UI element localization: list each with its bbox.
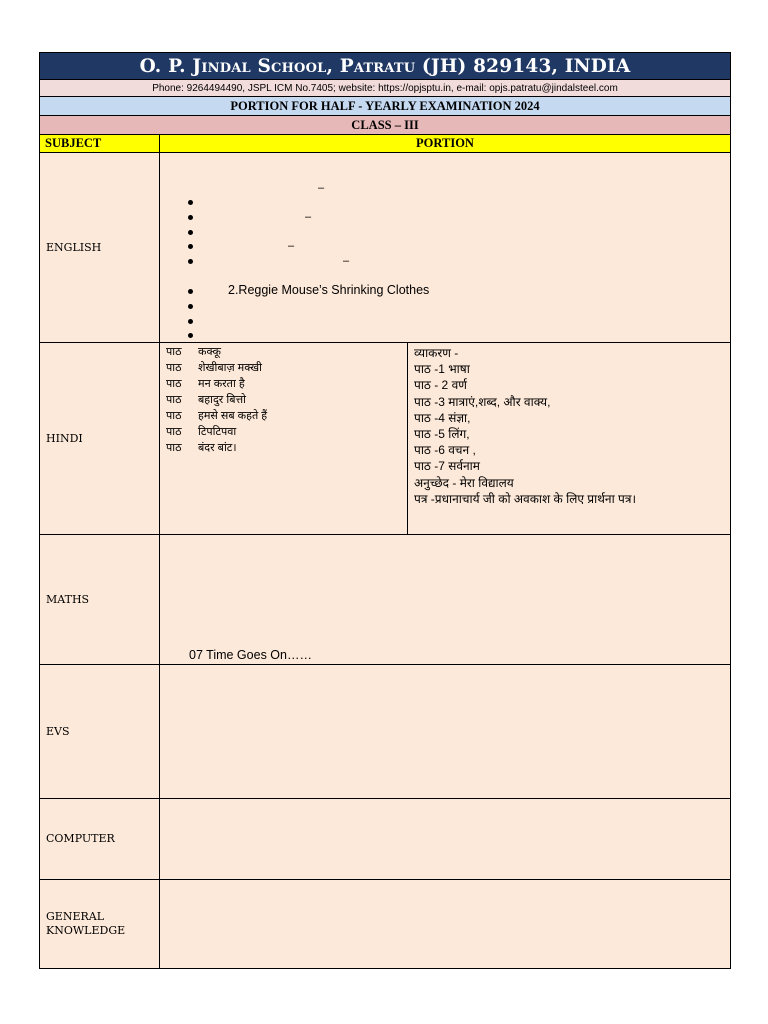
contact-line: Phone: 9264494490, JSPL ICM No.7405; website: https://opjsptu.in, e-mail: opjs.patratu@jindalsteel.com bbox=[40, 80, 730, 97]
portion-cell bbox=[160, 535, 730, 664]
subject-label: ENGLISH bbox=[40, 153, 160, 342]
list-item: पाठ बंदर बांट। bbox=[166, 442, 237, 454]
subject-label: HINDI bbox=[40, 343, 160, 534]
list-item: पाठ -3 मात्राएं,शब्द, और वाक्य, bbox=[414, 394, 551, 409]
subject-label: COMPUTER bbox=[40, 799, 160, 879]
subject-column-header: SUBJECT bbox=[40, 135, 160, 152]
class-title: CLASS – III bbox=[40, 116, 730, 135]
subject-row-english bbox=[40, 153, 730, 343]
portion-cell bbox=[160, 880, 730, 968]
dash-mark: – bbox=[343, 255, 350, 267]
list-item: पाठ -4 संज्ञा, bbox=[414, 410, 471, 425]
subject-label: GENERAL KNOWLEDGE bbox=[40, 880, 160, 968]
list-item: पाठ मन करता है bbox=[166, 378, 245, 390]
subject-label: EVS bbox=[40, 665, 160, 798]
dash-mark: – bbox=[305, 211, 312, 223]
subject-row-evs bbox=[40, 665, 730, 799]
portion-title: PORTION FOR HALF - YEARLY EXAMINATION 2024 bbox=[40, 97, 730, 116]
list-item: पाठ - 2 वर्ण bbox=[414, 378, 467, 393]
subject-row-general-knowledge bbox=[40, 880, 730, 968]
list-item: पत्र -प्रधानाचार्य जी को अवकाश के लिए प्रार्थना पत्र। bbox=[414, 491, 636, 506]
list-item: पाठ -6 वचन , bbox=[414, 443, 476, 458]
portion-cell bbox=[160, 799, 730, 879]
portion-cell bbox=[160, 343, 730, 534]
list-item: पाठ हमसे सब कहते हैं bbox=[166, 410, 268, 422]
portion-column-header: PORTION bbox=[416, 136, 474, 150]
list-item: पाठ शेखीबाज़ मक्खी bbox=[166, 362, 263, 374]
dash-mark: – bbox=[288, 240, 295, 252]
subject-label: MATHS bbox=[40, 535, 160, 664]
list-item: व्याकरण - bbox=[414, 346, 459, 360]
list-item: पाठ -7 सर्वनाम bbox=[414, 459, 480, 474]
list-item: पाठ -1 भाषा bbox=[414, 362, 470, 377]
hindi-grammar bbox=[414, 345, 636, 507]
table-header bbox=[40, 135, 730, 153]
list-item: पाठ -5 लिंग, bbox=[414, 426, 470, 441]
list-item: पाठ टिपटिपवा bbox=[166, 426, 237, 438]
dash-mark: – bbox=[318, 182, 325, 194]
portion-cell bbox=[160, 153, 730, 342]
english-chapter-reggie: 2.Reggie Mouse’s Shrinking Clothes bbox=[228, 283, 430, 297]
subject-row-computer bbox=[40, 799, 730, 880]
hindi-lessons bbox=[160, 343, 408, 534]
list-item: पाठ कक्कू bbox=[166, 346, 221, 358]
list-item: पाठ बहादुर बित्तो bbox=[166, 394, 246, 406]
portion-sheet bbox=[39, 52, 731, 969]
subject-row-hindi bbox=[40, 343, 730, 535]
subject-row-maths bbox=[40, 535, 730, 665]
school-title: O. P. Jindal School, Patratu (JH) 829143, INDIA bbox=[40, 53, 730, 80]
maths-chapter-time: 07 Time Goes On…… bbox=[189, 648, 312, 662]
list-item: अनुच्छेद - मेरा विद्यालय bbox=[414, 475, 514, 490]
portion-cell bbox=[160, 665, 730, 798]
